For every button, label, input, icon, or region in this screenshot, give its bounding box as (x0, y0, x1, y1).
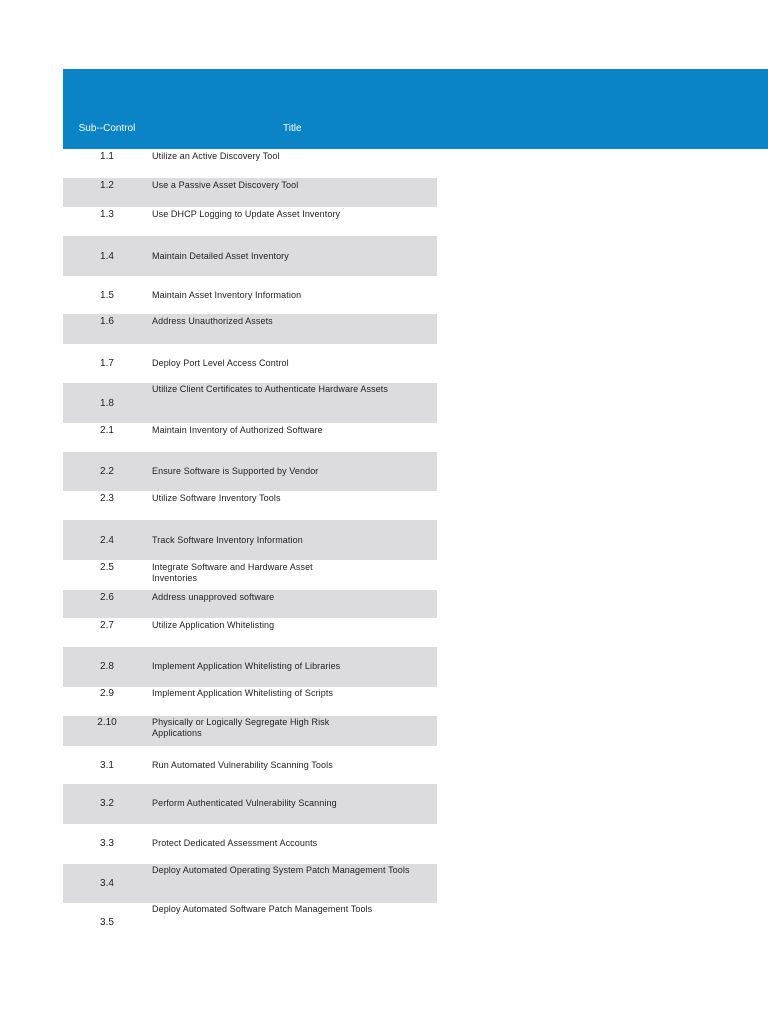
subcontrol-id: 1.1 (100, 151, 114, 162)
table-row (63, 560, 437, 590)
table-row (63, 746, 437, 784)
table-row (63, 520, 437, 560)
control-title: Address unapproved software (152, 592, 275, 602)
subcontrol-id: 3.4 (100, 878, 114, 889)
subcontrol-id: 1.6 (100, 316, 114, 327)
control-title: Integrate Software and Hardware Asset Inventories (152, 562, 313, 583)
table-row (63, 687, 437, 716)
control-title: Physically or Logically Segregate High Risk Applications (152, 717, 330, 738)
table-row (63, 423, 437, 452)
subcontrol-id: 1.2 (100, 180, 114, 191)
subcontrol-id: 3.1 (100, 760, 114, 771)
control-title: Maintain Detailed Asset Inventory (152, 251, 289, 261)
table-header-band (63, 69, 768, 149)
table-row (63, 383, 437, 423)
control-title: Deploy Automated Software Patch Management Tools (152, 904, 373, 914)
control-title: Implement Application Whitelisting of Scripts (152, 688, 334, 698)
table-row (63, 178, 437, 207)
table-row (63, 276, 437, 314)
control-title: Maintain Inventory of Authorized Software (152, 425, 323, 435)
subcontrol-id: 2.4 (100, 535, 114, 546)
subcontrol-id: 1.5 (100, 290, 114, 301)
column-header-subcontrol: Sub--Control (78, 123, 136, 134)
table-row (63, 647, 437, 687)
control-title: Utilize Software Inventory Tools (152, 493, 281, 503)
control-title: Use a Passive Asset Discovery Tool (152, 180, 299, 190)
control-title: Utilize an Active Discovery Tool (152, 151, 280, 161)
control-title: Deploy Port Level Access Control (152, 358, 289, 368)
table-row (63, 864, 437, 903)
subcontrol-id: 2.8 (100, 661, 114, 672)
control-title: Implement Application Whitelisting of Libraries (152, 661, 341, 671)
table-row (63, 590, 437, 618)
table-row (63, 784, 437, 824)
control-title: Perform Authenticated Vulnerability Scanning (152, 798, 337, 808)
subcontrol-id: 3.3 (100, 838, 114, 849)
table-row (63, 314, 437, 344)
column-header-title: Title (283, 123, 302, 134)
table-row (63, 149, 437, 178)
subcontrol-id: 2.5 (100, 562, 114, 573)
table-row (63, 344, 437, 383)
control-title: Protect Dedicated Assessment Accounts (152, 838, 318, 848)
subcontrol-id: 2.7 (100, 620, 114, 631)
control-title: Track Software Inventory Information (152, 535, 303, 545)
subcontrol-id: 2.1 (100, 425, 114, 436)
subcontrol-id: 2.6 (100, 592, 114, 603)
table-row (63, 207, 437, 236)
control-title: Run Automated Vulnerability Scanning Tools (152, 760, 333, 770)
control-title: Deploy Automated Operating System Patch Management Tools (152, 865, 410, 875)
subcontrol-id: 2.3 (100, 493, 114, 504)
subcontrol-id: 2.10 (97, 717, 117, 728)
subcontrol-id: 3.5 (100, 917, 114, 928)
control-title: Maintain Asset Inventory Information (152, 290, 302, 300)
table-row (63, 824, 437, 864)
table-row (63, 903, 437, 941)
subcontrol-id: 2.2 (100, 466, 114, 477)
control-title: Utilize Application Whitelisting (152, 620, 275, 630)
control-title: Address Unauthorized Assets (152, 316, 273, 326)
subcontrol-id: 3.2 (100, 798, 114, 809)
control-title: Utilize Client Certificates to Authenticate Hardware Assets (152, 384, 389, 394)
control-title: Ensure Software is Supported by Vendor (152, 466, 319, 476)
table-row (63, 452, 437, 491)
subcontrol-id: 1.7 (100, 358, 114, 369)
table-row (63, 716, 437, 746)
table-row (63, 491, 437, 520)
subcontrol-id: 1.4 (100, 251, 114, 262)
subcontrol-id: 1.8 (100, 398, 114, 409)
table-row (63, 236, 437, 276)
control-title: Use DHCP Logging to Update Asset Inventory (152, 209, 341, 219)
subcontrol-id: 1.3 (100, 209, 114, 220)
subcontrol-id: 2.9 (100, 688, 114, 699)
table-row (63, 618, 437, 647)
